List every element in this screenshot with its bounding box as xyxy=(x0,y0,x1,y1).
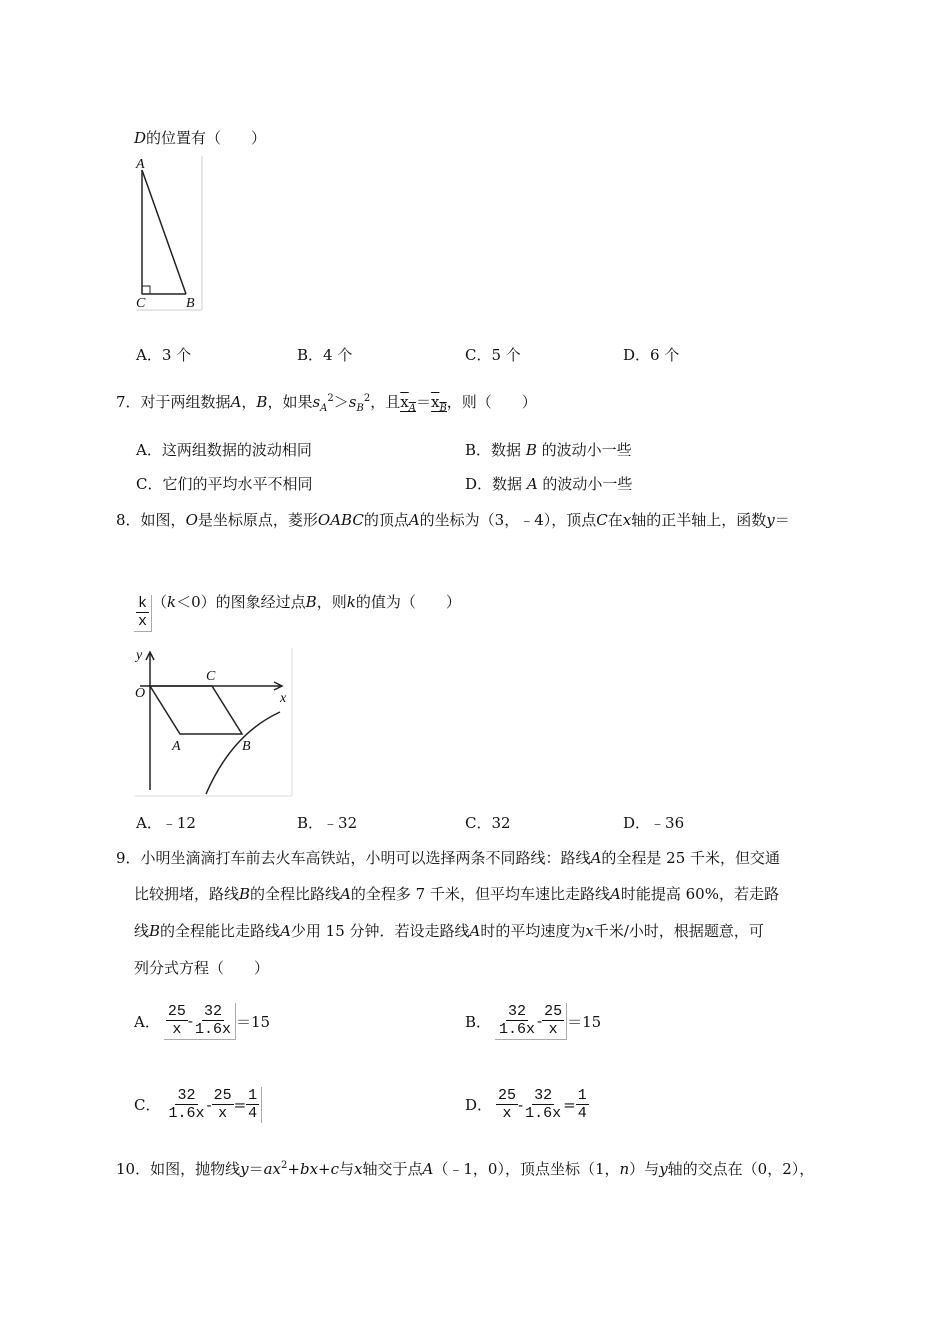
q9-option-b[interactable]: B． $\frac{32}{1.6x}$ - $\frac{25}{x}$ ＝15 xyxy=(465,1003,602,1039)
q8-rhombus-oabc xyxy=(150,686,242,734)
q10-stem: 10．如图，抛物线$y=ax^2+bx+c$与x轴交于点A（﹣1，0），顶点坐标（1，n）与y轴的交点在（0，2）， xyxy=(116,1160,815,1178)
q9-stem-line3: 线B的全程能比走路线A少用 15 分钟．若设走路线A时的平均速度为x千米/小时，根据题意，可 xyxy=(134,922,764,940)
q8-option-b[interactable]: B．﹣32 xyxy=(297,814,358,832)
q6-option-d[interactable]: D．6 个 xyxy=(623,346,680,364)
q6-label-c: C xyxy=(136,296,146,311)
q9-stem-line4: 列分式方程（ ） xyxy=(134,959,270,977)
q8-label-a: A xyxy=(172,739,181,754)
q9-option-a-expression: $\frac{25}{x}$ - $\frac{32}{1.6x}$ xyxy=(164,1003,236,1040)
q9-option-d-expression: $\frac{25}{x}$ - $\frac{32}{1.6x}$ = $\frac{1}{4}$ xyxy=(498,1087,587,1123)
q9-option-b-expression: $\frac{32}{1.6x}$ - $\frac{25}{x}$ xyxy=(495,1003,567,1040)
q8-graph-figure xyxy=(132,644,296,798)
q7-option-d[interactable]: D．数据 A 的波动小一些 xyxy=(465,475,633,493)
q8-fraction-k-over-x: $\frac{k}{x}$ xyxy=(134,595,152,632)
q6-side-ab xyxy=(142,170,186,294)
q8-label-x: x xyxy=(280,691,287,706)
q8-label-y: y xyxy=(136,648,143,663)
q7-option-a[interactable]: A．这两组数据的波动相同 xyxy=(136,441,312,459)
q7-option-c[interactable]: C．它们的平均水平不相同 xyxy=(136,475,313,493)
q8-option-c[interactable]: C．32 xyxy=(465,814,511,832)
q6-stem: D的位置有（ ） xyxy=(134,129,267,147)
q8-stem-line1: 8．如图，O是坐标原点，菱形OABC的顶点A的坐标为（3，﹣4），顶点C在x轴的正半轴上，函数y＝ xyxy=(116,511,790,529)
q7-stem: 7．对于两组数据A，B，如果$s_A^2>s_B^2$，且$x_A=x_B$，则（ ） xyxy=(116,393,537,414)
q8-stem-line2: $\frac{k}{x}$ （k＜0）的图象经过点B，则k的值为（ ） xyxy=(134,591,461,632)
q9-stem-line1: 9．小明坐滴滴打车前去火车高铁站，小明可以选择两条不同路线：路线A的全程是 25 千米，但交通 xyxy=(116,849,781,867)
q9-option-c-expression: $\frac{32}{1.6x}$ - $\frac{25}{x}$ = $\frac{1}{4}$ xyxy=(164,1087,262,1123)
q6-triangle-figure xyxy=(130,152,210,314)
q9-option-c[interactable]: C． $\frac{32}{1.6x}$ - $\frac{25}{x}$ = $\frac{1}{4}$ xyxy=(134,1087,262,1123)
q6-label-b: B xyxy=(186,296,195,311)
q6-option-a[interactable]: A．3 个 xyxy=(136,346,192,364)
q6-right-angle-mark xyxy=(142,286,150,294)
q7-option-b[interactable]: B．数据 B 的波动小一些 xyxy=(465,441,632,459)
q9-option-a[interactable]: A． $\frac{25}{x}$ - $\frac{32}{1.6x}$ ＝15 xyxy=(134,1003,271,1039)
q9-stem-line2: 比较拥堵，路线B的全程比路线A的全程多 7 千米，但平均车速比走路线A时能提高 60%，若走路 xyxy=(134,885,779,903)
q6-option-b[interactable]: B．4 个 xyxy=(297,346,353,364)
q9-option-d[interactable]: D． $\frac{25}{x}$ - $\frac{32}{1.6x}$ = $\frac{1}{4}$ xyxy=(465,1087,587,1123)
q8-label-b: B xyxy=(242,739,251,754)
q8-label-c: C xyxy=(206,669,216,684)
q6-label-a: A xyxy=(136,157,145,172)
q8-option-a[interactable]: A．﹣12 xyxy=(136,814,196,832)
q8-label-o: O xyxy=(135,686,146,701)
q6-option-c[interactable]: C．5 个 xyxy=(465,346,521,364)
q7-mean-b: $x_B$ xyxy=(430,393,447,414)
q8-option-d[interactable]: D．﹣36 xyxy=(623,814,685,832)
q7-mean-a: $x_A$ xyxy=(400,393,416,414)
